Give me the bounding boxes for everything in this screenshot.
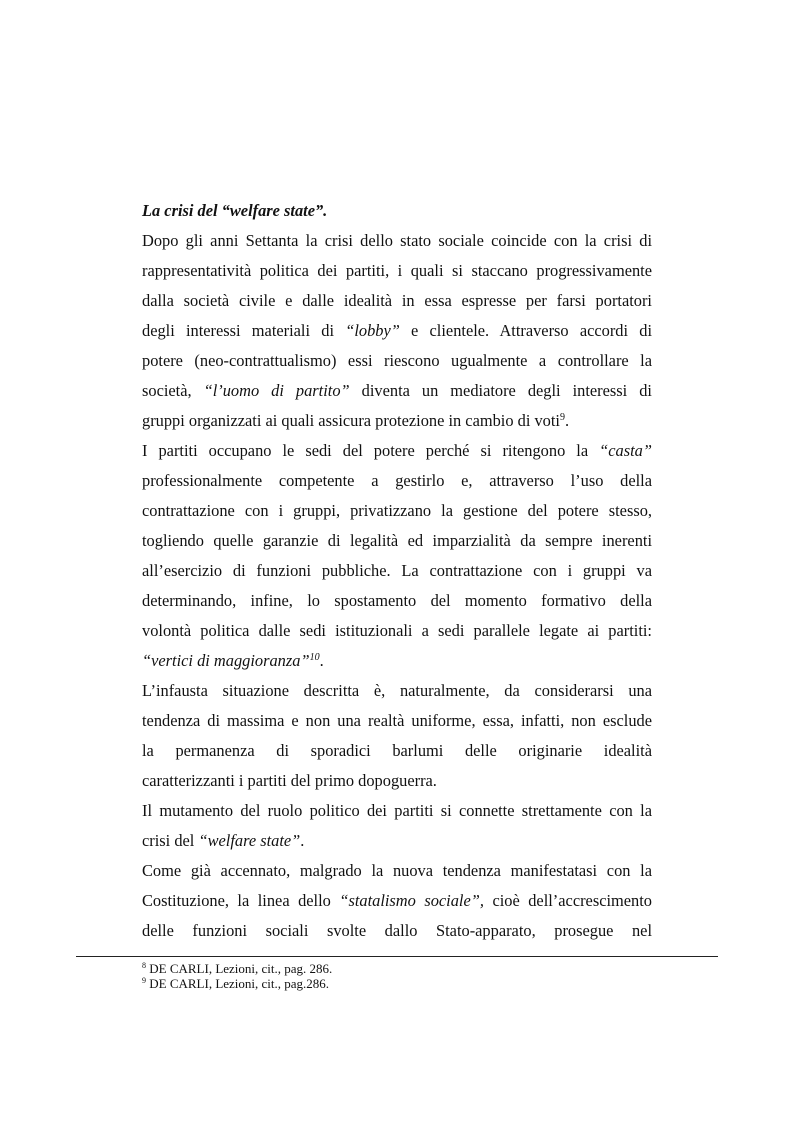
footnote-8-text: DE CARLI, Lezioni, cit., pag. 286.	[149, 961, 333, 976]
p2-line-1-text: I partiti occupano le sedi del potere perché si ritengono la	[142, 441, 600, 460]
footnote-separator	[76, 956, 718, 957]
p3-line-4: caratterizzanti i partiti del primo dopoguerra.	[142, 771, 437, 790]
p3-line-1: L’infausta situazione descritta è, naturalmente, da considerarsi una	[142, 681, 652, 700]
p1-line-4-text: degli interessi materiali di	[142, 321, 346, 340]
p1-line-6-text: società,	[142, 381, 204, 400]
vertici-term: “vertici di maggioranza”	[142, 651, 310, 670]
footnote-9-text: DE CARLI, Lezioni, cit., pag.286.	[149, 976, 330, 991]
p2-line-2: professionalmente competente a gestirlo e, attraverso l’uso della	[142, 471, 652, 490]
statalismo-sociale-term: “statalismo sociale”,	[339, 891, 484, 910]
footnotes	[142, 961, 642, 991]
p2-line-7: volontà politica dalle sedi istituzionali a sedi parallele legate ai partiti:	[142, 621, 652, 640]
p2-line-6: determinando, infine, lo spostamento del momento formativo della	[142, 591, 652, 610]
section-title: La crisi del “welfare state”.	[142, 201, 328, 220]
p2-line-4: togliendo quelle garanzie di legalità ed imparzialità da sempre inerenti	[142, 531, 652, 550]
p2-line-3: contrattazione con i gruppi, privatizzano la gestione del potere stesso,	[142, 501, 652, 520]
p5-line-3: delle funzioni sociali svolte dallo Stato-apparato, prosegue nel	[142, 921, 652, 940]
p1-line-1: Dopo gli anni Settanta la crisi dello stato sociale coincide con la crisi di	[142, 231, 652, 250]
lobby-term: “lobby”	[345, 321, 400, 340]
p4-line-2-text: crisi del	[142, 831, 199, 850]
welfare-state-term: “welfare state”	[198, 831, 301, 850]
p4-line-1: Il mutamento del ruolo politico dei partiti si connette strettamente con la	[142, 801, 652, 820]
p5-line-2-text: Costituzione, la linea dello	[142, 891, 340, 910]
footnote-ref-10: 10	[309, 652, 320, 663]
p1-line-6	[142, 376, 652, 406]
footnote-ref-9: 9	[560, 412, 565, 423]
footnote-9	[142, 976, 642, 991]
p2-line-5: all’esercizio di funzioni pubbliche. La contrattazione con i gruppi va	[142, 561, 652, 580]
footnote-8-number: 8	[142, 961, 146, 970]
p2-line-8-end: .	[319, 651, 324, 670]
p2-line-1	[142, 436, 652, 466]
p1-line-4	[142, 316, 652, 346]
p4-line-2	[142, 826, 652, 856]
main-text	[142, 196, 652, 946]
p1-line-5: potere (neo-contrattualismo) essi riescono ugualmente a controllare la	[142, 351, 652, 370]
p1-line-7-text: gruppi organizzati ai quali assicura protezione in cambio di voti	[142, 411, 560, 430]
uomo-di-partito-term: “l’uomo di partito”	[203, 381, 350, 400]
p4-line-2-end: .	[300, 831, 305, 850]
p1-line-6-text-end: diventa un mediatore degli interessi di	[349, 381, 652, 400]
p3-line-3: la permanenza di sporadici barlumi delle originarie idealità	[142, 741, 652, 760]
p5-line-2	[142, 886, 652, 916]
p1-line-7-end: .	[565, 411, 570, 430]
p2-line-8	[142, 646, 652, 676]
p1-line-7	[142, 406, 652, 436]
footnote-9-number: 9	[142, 976, 146, 985]
footnote-8	[142, 961, 642, 976]
p5-line-1: Come già accennato, malgrado la nuova tendenza manifestatasi con la	[142, 861, 652, 880]
p3-line-2: tendenza di massima e non una realtà uniforme, essa, infatti, non esclude	[142, 711, 652, 730]
p1-line-4-text-end: e clientele. Attraverso accordi di	[399, 321, 652, 340]
casta-term: “casta”	[599, 441, 652, 460]
p5-line-2-end: cioè dell’accrescimento	[483, 891, 652, 910]
p1-line-3: dalla società civile e dalle idealità in essa espresse per farsi portatori	[142, 291, 652, 310]
p1-line-2: rappresentatività politica dei partiti, i quali si staccano progressivamente	[142, 261, 652, 280]
